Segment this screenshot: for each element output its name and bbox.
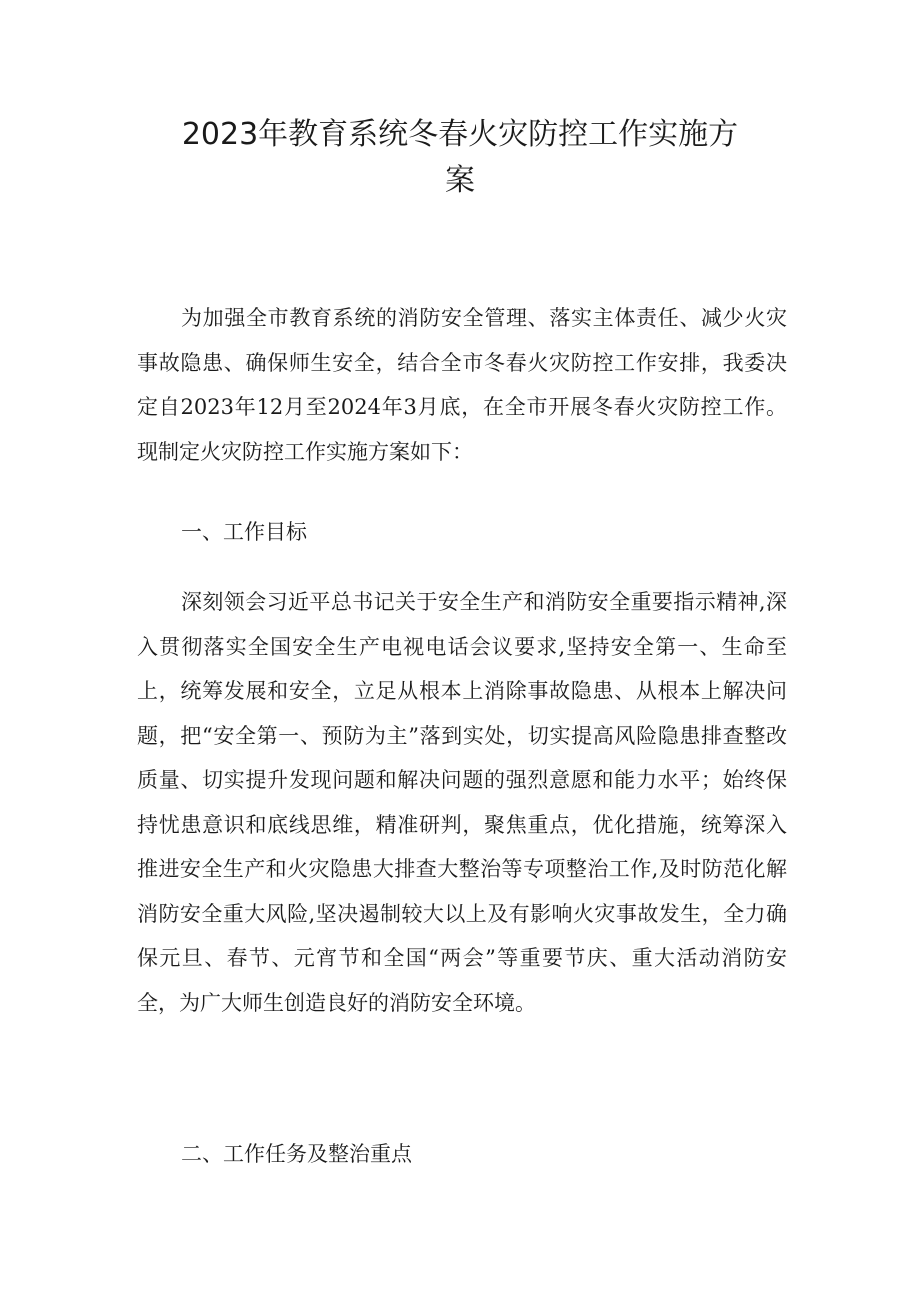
section-heading-tasks: 二、工作任务及整治重点 (181, 1142, 412, 1166)
goals-paragraph: 深刻领会习近平总书记关于安全生产和消防安全重要指示精神,深入贯彻落实全国安全生产电视电话会议要求,坚持安全第一、生命至上，统筹发展和安全，立足从根本上消除事故隐患、从根本上解决问题，把“安全第一、预防为主”落到实处，切实提高风险隐患排查整改质量、切实提升发现问题和解决问题的强烈意愿和能力水平；始终保持忧患意识和底线思维，精准研判，聚焦重点，优化措施，统筹深入推进安全生产和火灾隐患大排查大整治等专项整治工作,及时防范化解消防安全重大风险,坚决遏制较大以上及有影响火灾事故发生，全力确保元旦、春节、元宵节和全国“两会”等重要节庆、重大活动消防安全，为广大师生创造良好的消防安全环境。 (137, 590, 787, 1015)
document-title (120, 112, 800, 204)
title-line-2: 案 (445, 163, 475, 198)
intro-paragraph: 为加强全市教育系统的消防安全管理、落实主体责任、减少火灾事故隐患、确保师生安全，结合全市冬春火灾防控工作安排，我委决定自2023年12月至2024年3月底，在全市开展冬春火灾防控工作。现制定火灾防控工作实施方案如下： (137, 306, 787, 464)
title-line-1: 2023年教育系统冬春火灾防控工作实施方 (181, 117, 739, 152)
section-heading-goals: 一、工作目标 (181, 520, 307, 544)
